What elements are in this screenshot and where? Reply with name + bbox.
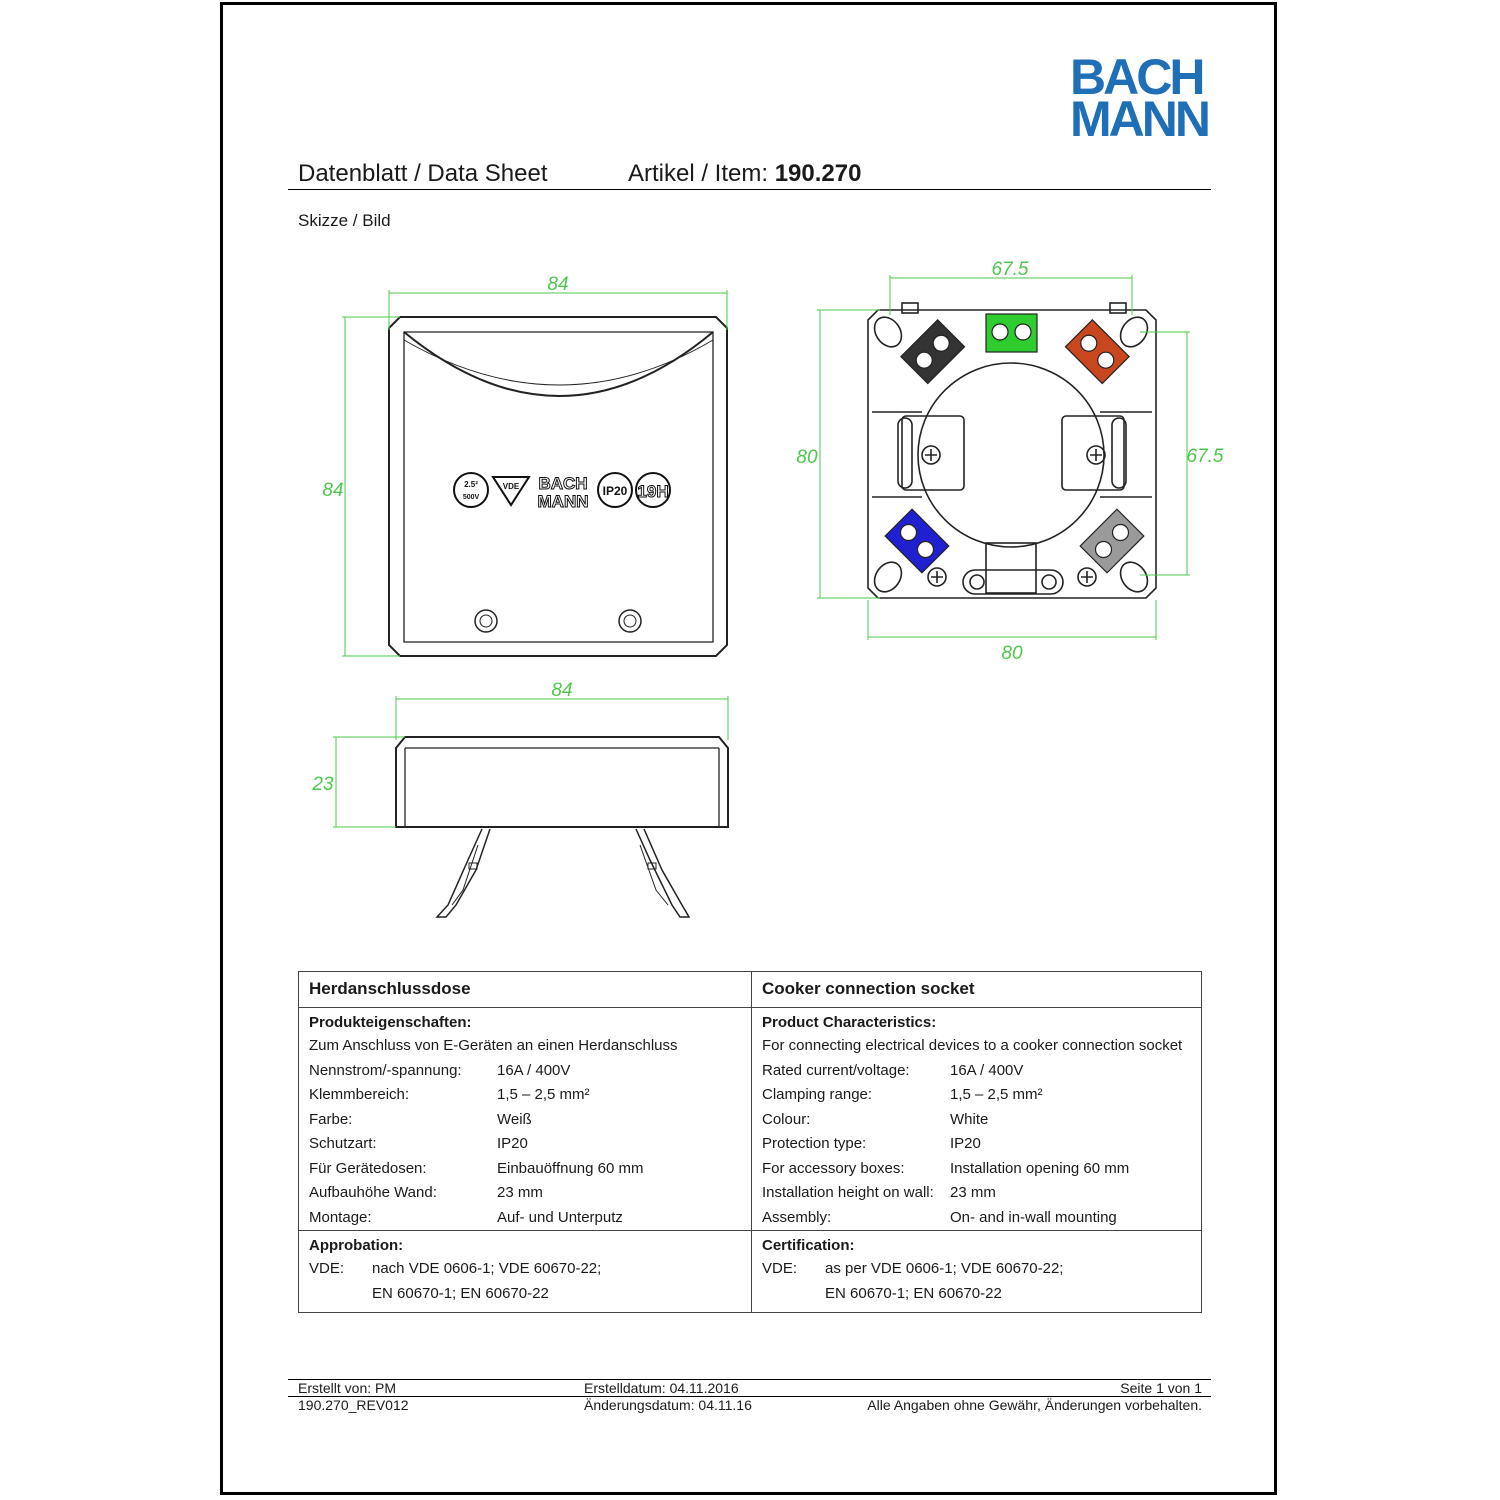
spec-row: Aufbauhöhe Wand: 23 mm xyxy=(309,1184,543,1201)
approval-title-en: Certification: xyxy=(762,1237,855,1254)
vde-mark: VDE xyxy=(502,482,520,491)
footer-doc-id: 190.270_REV012 xyxy=(298,1397,409,1413)
side-dimensions xyxy=(333,696,728,827)
characteristics-en xyxy=(752,1008,1202,1231)
dim-inner-top: 67.5 xyxy=(991,259,1029,280)
certification-marks xyxy=(454,473,670,511)
footer-rule-top xyxy=(288,1379,1211,1380)
description-de: Zum Anschluss von E-Geräten an einen Herdanschluss xyxy=(309,1037,678,1054)
approval-row: EN 60670-1; EN 60670-22 xyxy=(372,1284,549,1302)
dim-side-width: 84 xyxy=(551,680,573,701)
footer-created-by: Erstellt von: PM xyxy=(298,1380,397,1396)
side-view xyxy=(396,737,728,917)
spec-row: Assembly: On- and in-wall mounting xyxy=(762,1208,1117,1226)
terminal-black xyxy=(901,320,965,384)
spec-row: Colour: White xyxy=(762,1110,989,1128)
spec-row: Klemmbereich: 1,5 – 2,5 mm² xyxy=(309,1086,590,1103)
spec-row: Protection type: IP20 xyxy=(762,1135,981,1152)
approval-row: VDE: nach VDE 0606-1; VDE 60670-22; xyxy=(309,1260,602,1277)
footer-disclaimer: Alle Angaben ohne Gewähr, Änderungen vorbehalten. xyxy=(867,1397,1202,1413)
spec-row: For accessory boxes: Installation opening 60 mm xyxy=(762,1159,1130,1177)
approval-row: VDE: as per VDE 0606-1; VDE 60670-22; xyxy=(762,1260,1064,1277)
dim-front-height: 84 xyxy=(322,480,344,501)
terminal-red xyxy=(1065,320,1129,384)
code-mark: 19H xyxy=(637,482,669,501)
footer-page: Seite 1 von 1 xyxy=(1120,1380,1202,1396)
spec-row: Nennstrom/-spannung: 16A / 400V xyxy=(309,1061,571,1079)
item-label: Artikel / Item: xyxy=(628,160,769,187)
spec-row: Clamping range: 1,5 – 2,5 mm² xyxy=(762,1086,1043,1103)
section-title-en: Product Characteristics: xyxy=(762,1014,937,1031)
spec-row: Montage: Auf- und Unterputz xyxy=(309,1208,623,1226)
spec-row: Rated current/voltage: 16A / 400V xyxy=(762,1061,1024,1079)
approval-de xyxy=(299,1231,752,1313)
description-en: For connecting electrical devices to a cooker connection socket xyxy=(762,1037,1183,1054)
rating-mark-top: 2.5² xyxy=(464,480,478,489)
dim-inner-right: 67.5 xyxy=(1186,446,1224,467)
rating-mark-bottom: 500V xyxy=(462,494,480,501)
mark-brand-2: MANN xyxy=(537,492,589,511)
spec-table xyxy=(298,971,1202,1313)
terminal-blocks xyxy=(885,314,1144,573)
dim-inner-bottom: 80 xyxy=(1001,643,1023,664)
characteristics-de xyxy=(299,1008,752,1231)
item-number: 190.270 xyxy=(774,160,862,187)
ip-mark: IP20 xyxy=(602,484,628,498)
spec-row: Schutzart: IP20 xyxy=(309,1135,528,1152)
dim-side-height: 23 xyxy=(312,774,334,795)
product-title-de: Herdanschlussdose xyxy=(309,979,471,998)
product-title-en: Cooker connection socket xyxy=(762,979,975,998)
spec-row: Farbe: Weiß xyxy=(309,1110,532,1128)
logo-line-2: MANN xyxy=(1070,91,1208,147)
dim-front-width: 84 xyxy=(547,274,569,295)
front-dimensions xyxy=(342,290,727,656)
document-title: Datenblatt / Data Sheet xyxy=(298,160,548,187)
footer-created-date: Erstelldatum: 04.11.2016 xyxy=(584,1380,739,1396)
approval-title-de: Approbation: xyxy=(309,1237,404,1254)
sketch-label: Skizze / Bild xyxy=(298,211,391,230)
dim-inner-left: 80 xyxy=(796,447,818,468)
spec-row: Installation height on wall: 23 mm xyxy=(762,1184,996,1201)
approval-row: EN 60670-1; EN 60670-22 xyxy=(825,1284,1002,1302)
mark-brand-1: BACH xyxy=(538,474,588,493)
logo-line-1: BACH xyxy=(1070,49,1203,105)
section-title-de: Produkteigenschaften: xyxy=(309,1014,472,1031)
footer-changed-date: Änderungsdatum: 04.11.16 xyxy=(584,1397,752,1413)
approval-en xyxy=(752,1231,1202,1313)
spec-row: Für Gerätedosen: Einbauöffnung 60 mm xyxy=(309,1159,644,1177)
